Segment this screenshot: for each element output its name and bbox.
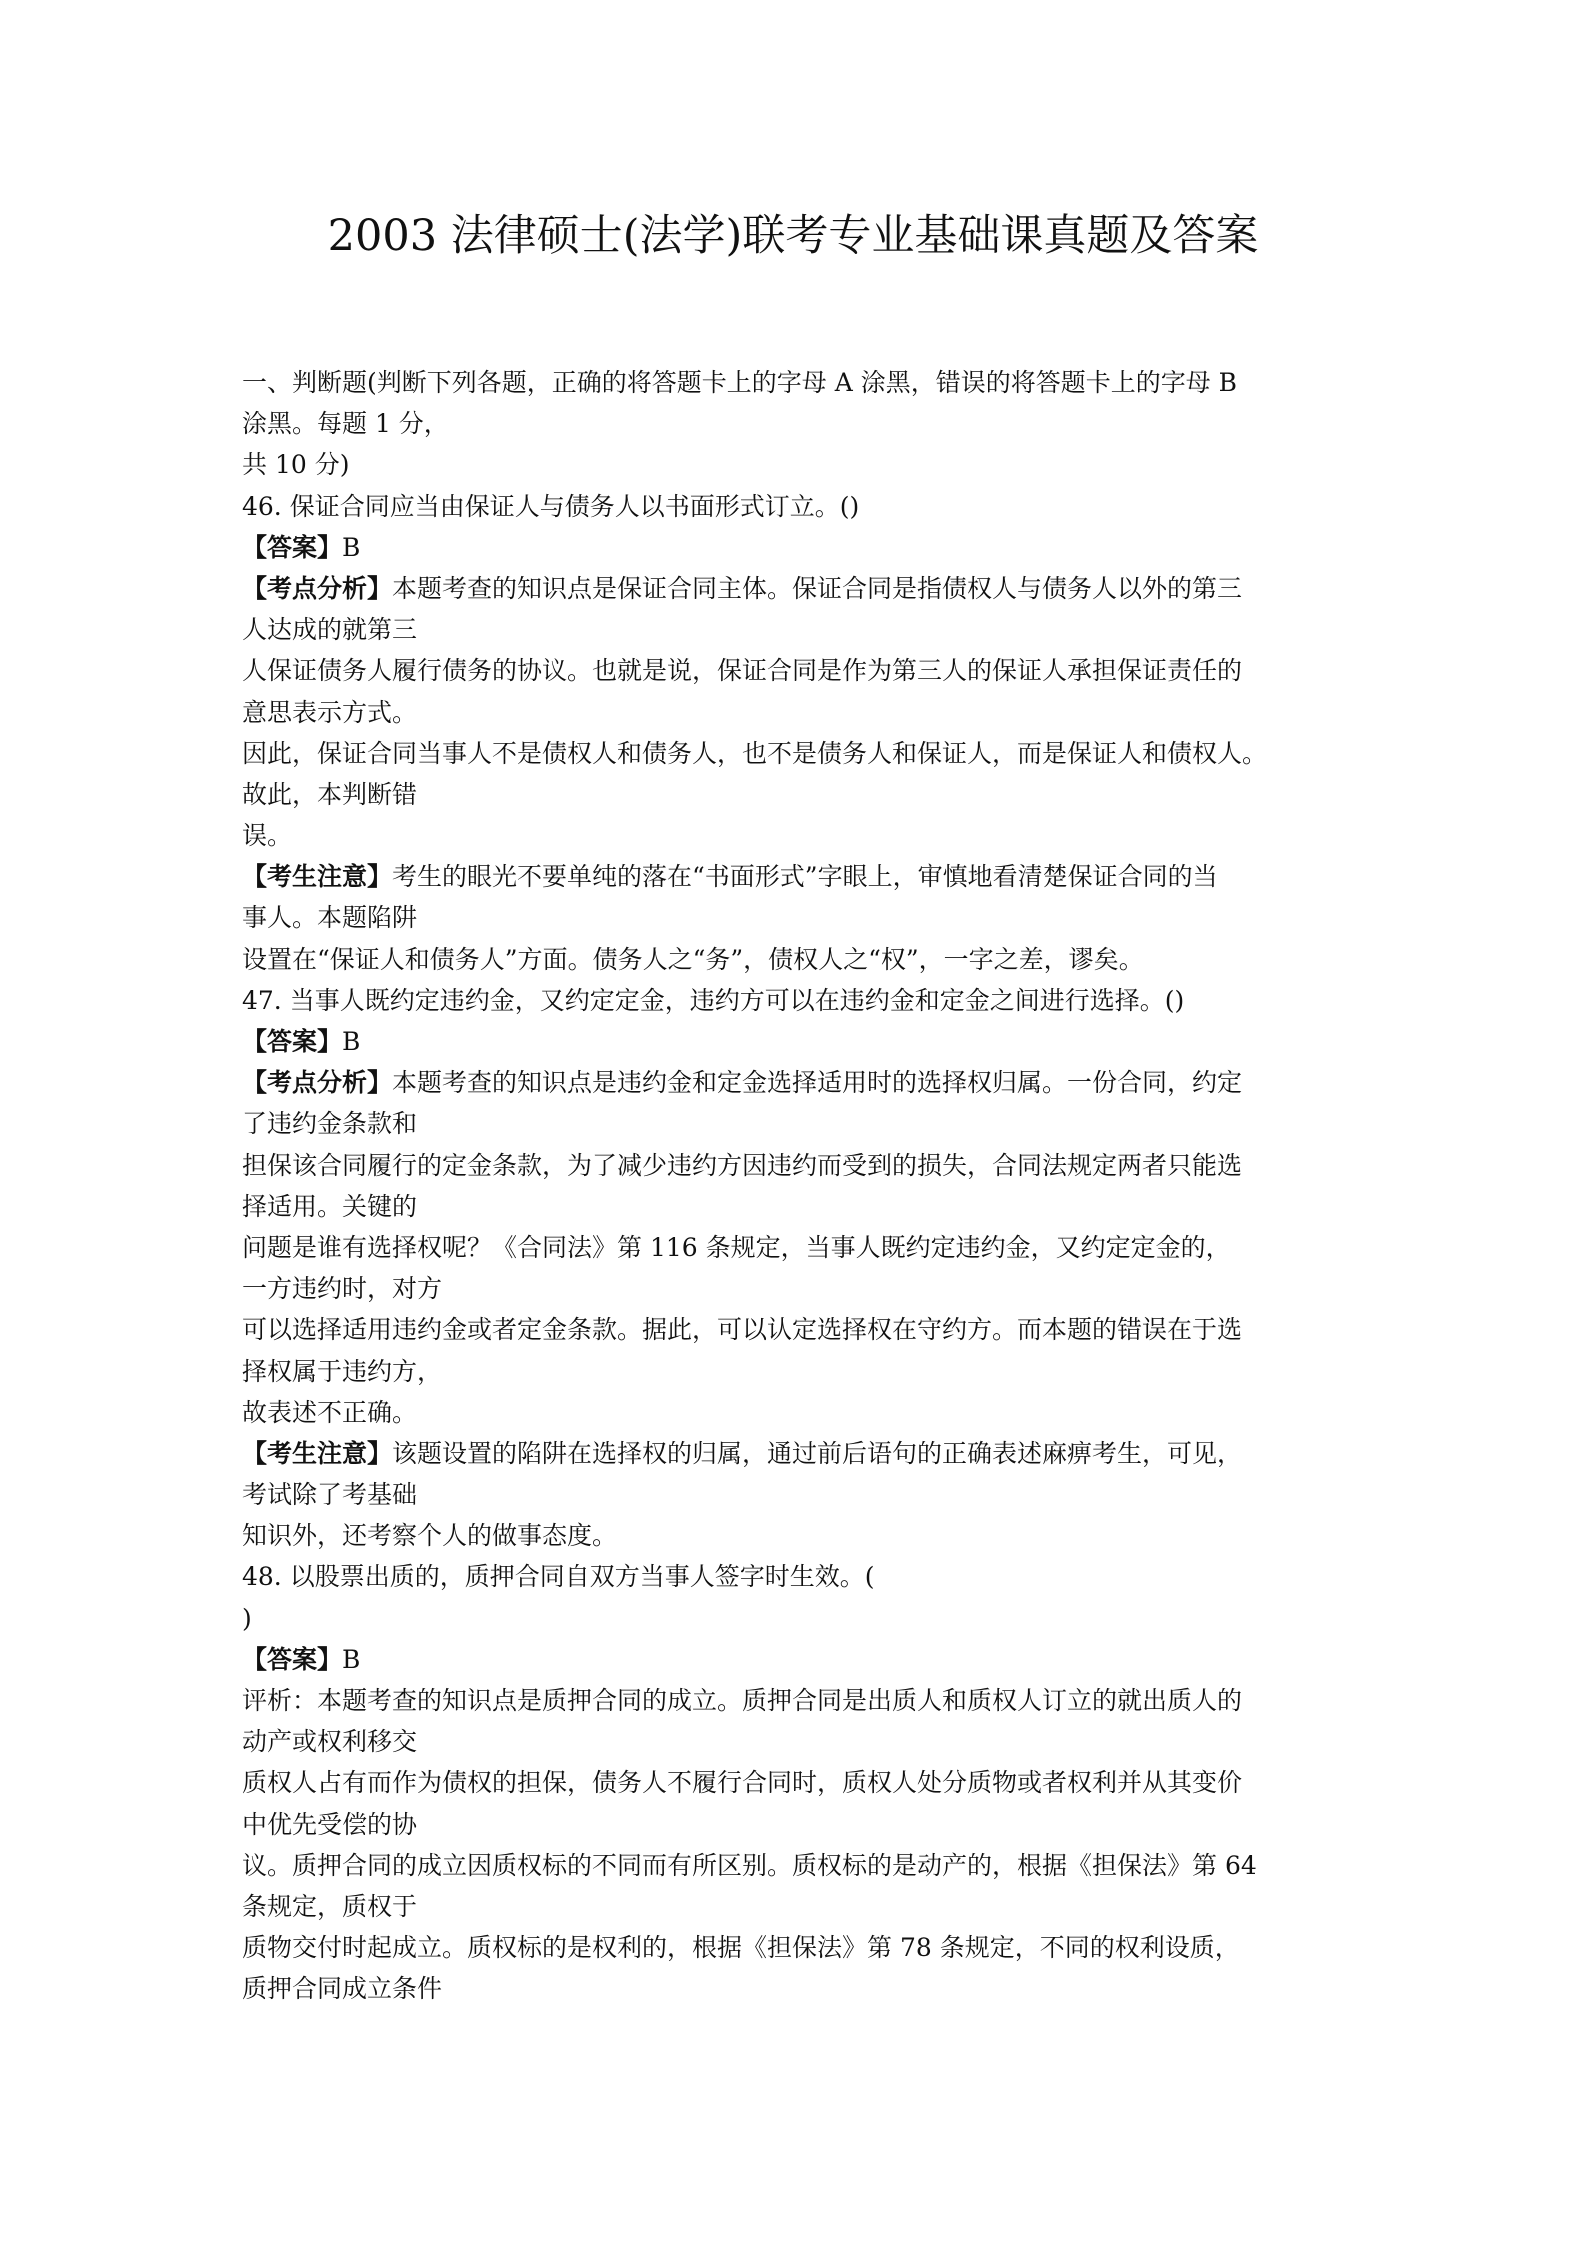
- paragraph-line: [242, 362, 1352, 403]
- paragraph-text: 择权属于违约方，: [242, 1356, 443, 1386]
- paragraph-line: [242, 1886, 1352, 1927]
- paragraph-line: [242, 609, 1352, 650]
- paragraph-text: 条规定，质权于: [242, 1891, 418, 1921]
- paragraph-line: [242, 1804, 1352, 1845]
- paragraph-text: 担保该合同履行的定金条款，为了减少违约方因违约而受到的损失，合同法规定两者只能选: [242, 1150, 1243, 1180]
- paragraph-text: 评析：本题考查的知识点是质押合同的成立。质押合同是出质人和质权人订立的就出质人的: [242, 1686, 1243, 1715]
- paragraph-text: 质押合同成立条件: [242, 1974, 443, 2004]
- paragraph-text: 设置在“保证人和债务人”方面。债务人之“务”，债权人之“权”，一字之差，谬矣。: [242, 944, 1144, 974]
- paragraph-line: [242, 1721, 1352, 1762]
- paragraph-line: [242, 1968, 1352, 2009]
- paragraph-text: 人保证债务人履行债务的协议。也就是说，保证合同是作为第三人的保证人承担保证责任的: [242, 656, 1243, 686]
- paragraph-line: [242, 1762, 1352, 1803]
- paragraph-text: 47. 当事人既约定违约金，又约定定金，违约方可以在违约金和定金之间进行选择。(): [242, 985, 1185, 1015]
- paragraph-line: [242, 856, 1352, 897]
- document-body: [242, 362, 1352, 2010]
- paragraph-text: 故此，本判断错: [242, 779, 418, 809]
- paragraph-text: 故表述不正确。: [242, 1397, 418, 1427]
- paragraph-line: [242, 1639, 1352, 1680]
- paragraph-text: 了违约金条款和: [242, 1109, 418, 1139]
- paragraph-text: 因此，保证合同当事人不是债权人和债务人，也不是债务人和保证人，而是保证人和债权人。: [242, 738, 1268, 768]
- answer-section-tag: 【考点分析】: [242, 573, 393, 603]
- paragraph-text: 共 10 分): [242, 450, 350, 480]
- paragraph-line: [242, 1103, 1352, 1144]
- paragraph-text: 动产或权利移交: [242, 1727, 418, 1757]
- paragraph-text: 46. 保证合同应当由保证人与债务人以书面形式订立。(): [242, 491, 860, 521]
- paragraph-line: [242, 1515, 1352, 1556]
- paragraph-line: [242, 1433, 1352, 1474]
- paragraph-text: B: [342, 532, 361, 562]
- paragraph-text: 考试除了考基础: [242, 1480, 418, 1510]
- answer-section-tag: 【答案】: [242, 1644, 343, 1674]
- paragraph-text: 考生的眼光不要单纯的落在“书面形式”字眼上，审慎地看清楚保证合同的当: [392, 862, 1218, 892]
- paragraph-line: [242, 815, 1352, 856]
- paragraph-line: [242, 1021, 1352, 1062]
- paragraph-text: B: [342, 1027, 361, 1056]
- answer-section-tag: 【考点分析】: [242, 1068, 393, 1098]
- paragraph-line: [242, 568, 1352, 609]
- paragraph-text: 可以选择适用违约金或者定金条款。据此，可以认定选择权在守约方。而本题的错误在于选: [242, 1315, 1243, 1345]
- answer-section-tag: 【答案】: [242, 532, 343, 562]
- paragraph-text: 误。: [242, 821, 293, 851]
- answer-section-tag: 【答案】: [242, 1027, 343, 1056]
- paragraph-line: [242, 1392, 1352, 1433]
- paragraph-text: 涂黑。每题 1 分，: [242, 409, 449, 439]
- paragraph-text: 本题考查的知识点是违约金和定金选择适用时的选择权归属。一份合同，约定: [392, 1068, 1243, 1098]
- paragraph-line: [242, 486, 1352, 527]
- paragraph-text: 一方违约时，对方: [242, 1274, 443, 1304]
- paragraph-text: 问题是谁有选择权呢？《合同法》第 116 条规定，当事人既约定违约金，又约定定金的，: [242, 1232, 1231, 1262]
- paragraph-line: [242, 1227, 1352, 1268]
- paragraph-line: [242, 1598, 1352, 1639]
- paragraph-line: [242, 1309, 1352, 1350]
- paragraph-text: 该题设置的陷阱在选择权的归属，通过前后语句的正确表述麻痹考生，可见，: [392, 1438, 1243, 1468]
- paragraph-text: 意思表示方式。: [242, 697, 418, 727]
- paragraph-text: 议。质押合同的成立因质权标的不同而有所区别。质权标的是动产的，根据《担保法》第 64: [242, 1850, 1257, 1880]
- paragraph-line: [242, 1845, 1352, 1886]
- paragraph-text: 事人。本题陷阱: [242, 903, 418, 933]
- paragraph-text: ): [242, 1603, 252, 1633]
- paragraph-line: [242, 980, 1352, 1021]
- paragraph-line: [242, 1474, 1352, 1515]
- paragraph-text: 本题考查的知识点是保证合同主体。保证合同是指债权人与债务人以外的第三: [392, 573, 1243, 603]
- paragraph-line: [242, 444, 1352, 485]
- answer-section-tag: 【考生注意】: [242, 862, 393, 892]
- paragraph-text: B: [342, 1644, 361, 1674]
- paragraph-text: 中优先受偿的协: [242, 1809, 418, 1839]
- paragraph-line: [242, 1556, 1352, 1597]
- paragraph-line: [242, 1186, 1352, 1227]
- paragraph-line: [242, 1145, 1352, 1186]
- paragraph-line: [242, 692, 1352, 733]
- paragraph-text: 人达成的就第三: [242, 615, 418, 645]
- paragraph-line: [242, 1268, 1352, 1309]
- paragraph-text: 48. 以股票出质的，质押合同自双方当事人签字时生效。(: [242, 1562, 875, 1592]
- paragraph-text: 知识外，还考察个人的做事态度。: [242, 1521, 618, 1551]
- paragraph-text: 择适用。关键的: [242, 1191, 418, 1221]
- paragraph-line: [242, 897, 1352, 938]
- paragraph-line: [242, 1927, 1352, 1968]
- paragraph-text: 质权人占有而作为债权的担保，债务人不履行合同时，质权人处分质物或者权利并从其变价: [242, 1768, 1243, 1798]
- answer-section-tag: 【考生注意】: [242, 1438, 393, 1468]
- paragraph-line: [242, 527, 1352, 568]
- paragraph-line: [242, 774, 1352, 815]
- paragraph-text: 一、判断题(判断下列各题，正确的将答题卡上的字母 A 涂黑，错误的将答题卡上的字母 B: [242, 368, 1238, 397]
- paragraph-line: [242, 1351, 1352, 1392]
- paragraph-line: [242, 1680, 1352, 1721]
- paragraph-text: 质物交付时起成立。质权标的是权利的，根据《担保法》第 78 条规定，不同的权利设质，: [242, 1933, 1240, 1963]
- paragraph-line: [242, 403, 1352, 444]
- paragraph-line: [242, 733, 1352, 774]
- paragraph-line: [242, 650, 1352, 691]
- paragraph-line: [242, 939, 1352, 980]
- document-title: 2003 法律硕士(法学)联考专业基础课真题及答案: [327, 211, 1259, 261]
- paragraph-line: [242, 1062, 1352, 1103]
